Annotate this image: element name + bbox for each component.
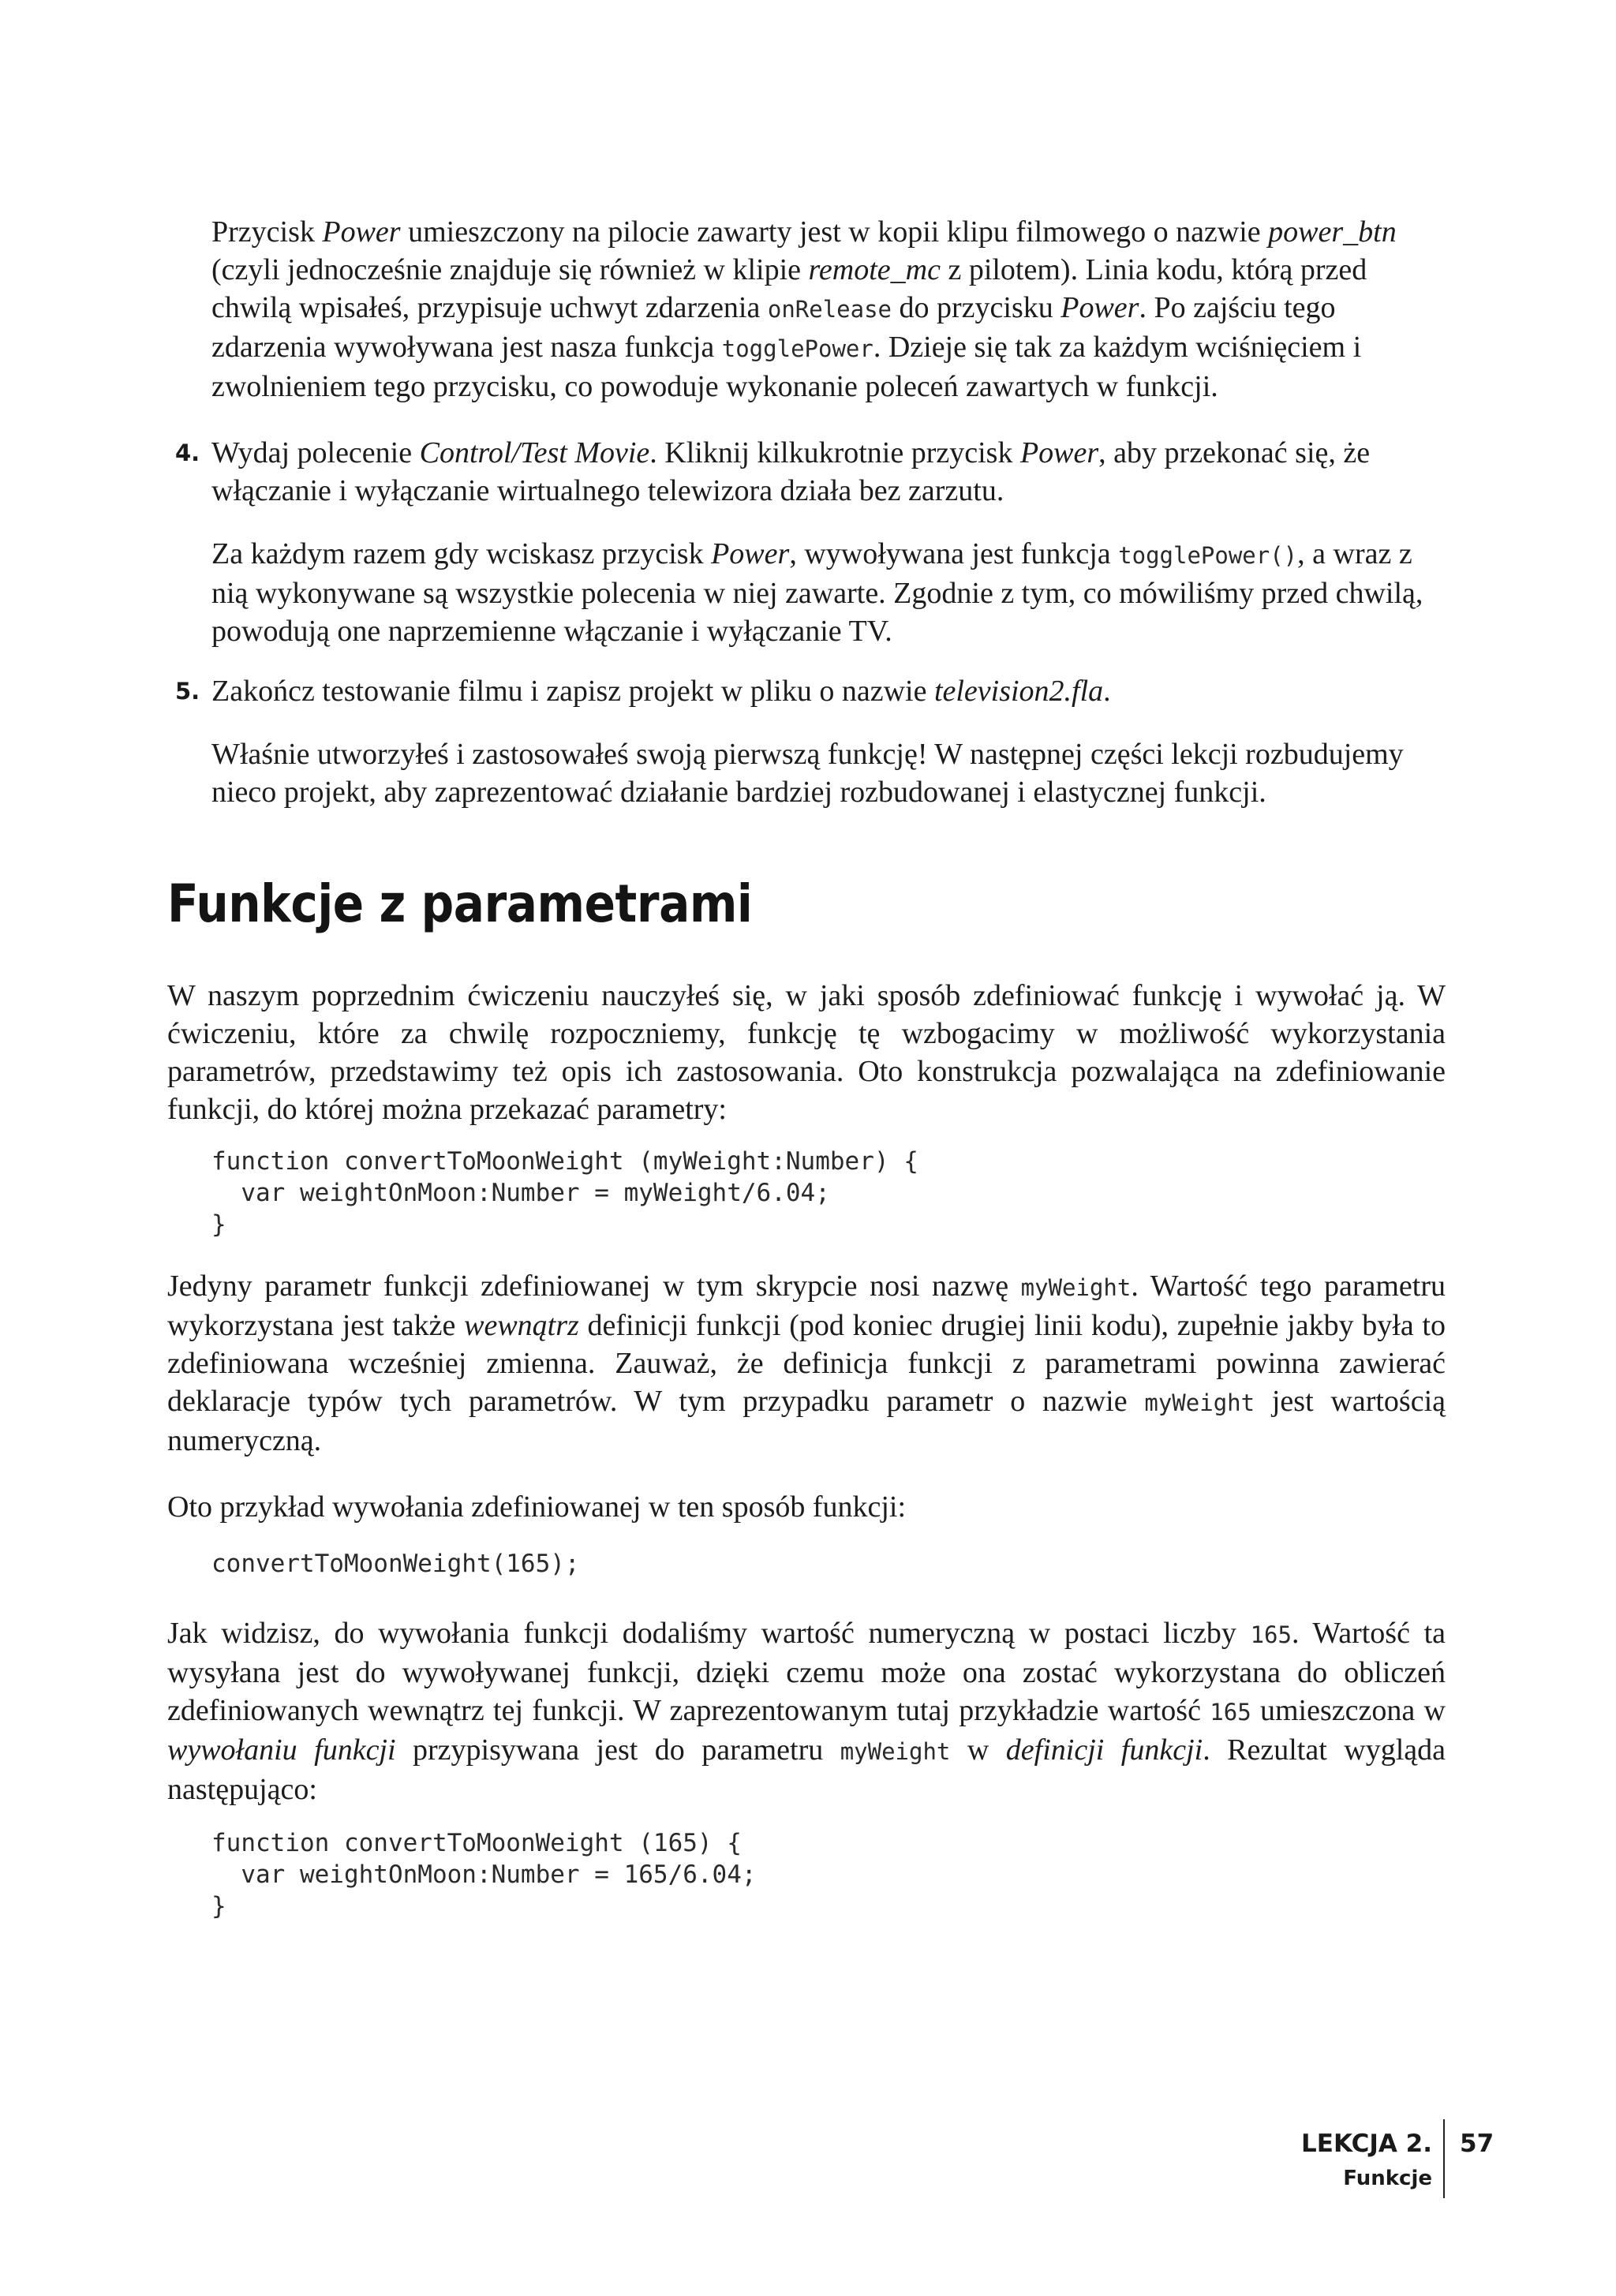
inline-code: 165 [1210,1699,1251,1726]
step-number-4: 4. [175,439,200,466]
page-number: 57 [1460,2130,1494,2158]
italic-term: remote_mc [808,253,941,286]
text-run: Wydaj polecenie [211,436,420,469]
text-run: z pilotem). Linia kodu, którą przed chwilą wpisałeś, przypisuje uchwyt zdarzenia [211,253,1367,324]
paragraph-power-button [211,213,1427,406]
footer-divider [1443,2119,1445,2198]
text-run: definicji funkcji (pod koniec drugiej linii kodu), zupełnie jakby była to zdefiniowana wcześniej zmienna. Zauważ, że definicja funkcji z parametrami powinna zawierać deklaracje typów tych parametrów. W tym przypadku parametr o nazwie [167,1309,1446,1418]
text-run: . Po zajściu tego zdarzenia wywoływana jest nasza funkcja [211,291,1336,364]
text-run: (czyli jednocześnie znajduje się również w klipie [211,253,809,286]
paragraph-call-example: Oto przykład wywołania zdefiniowanej w ten sposób funkcji: [167,1490,907,1524]
paragraph-myweight [167,1267,1446,1460]
inline-code: togglePower [721,335,873,362]
text-run: Za każdym razem gdy wciskasz przycisk [211,537,712,570]
step-4-text [211,434,1427,510]
text-run: . Wartość ta wysyłana jest do wywoływanej funkcji, dzięki czemu może ona zostać wykorzystana do obliczeń zdefiniowanych wewnątrz tej funkcji. W zaprezentowanym tutaj przykładzie wartość [167,1617,1446,1727]
text-run: jest wartością numeryczną. [167,1385,1446,1457]
text-run: , a wraz z nią wykonywane są wszystkie polecenia w niej zawarte. Zgodnie z tym, co mówiliśmy przed chwilą, powodują one naprzemienne włączanie i wyłączanie TV. [211,537,1423,648]
text-run: . [1103,675,1111,708]
code-listing-definition: function convertToMoonWeight (myWeight:Number) { var weightOnMoon:Number = myWeight/6.04; } [211,1147,918,1239]
italic-term: definicji funkcji [1005,1733,1203,1767]
italic-term: wewnątrz [464,1309,579,1342]
text-run: . Rezultat wygląda następująco: [167,1733,1446,1806]
lesson-topic: Funkcje [1343,2167,1432,2190]
inline-code: myWeight [840,1738,951,1765]
text-run: przypisywana jest do parametru [395,1733,840,1767]
paragraph-value-165 [167,1614,1446,1808]
text-run: w [950,1733,1006,1767]
code-listing-call: convertToMoonWeight(165); [211,1550,580,1578]
paragraph-first-function: Właśnie utworzyłeś i zastosowałeś swoją pierwszą funkcję! W następnej części lekcji rozbudujemy nieco projekt, aby zaprezentować działanie bardziej rozbudowanej i elastycznej funkcji. [211,738,1404,809]
running-footer-lesson [1301,2129,1432,2193]
italic-term: Power [322,215,401,249]
text-run: umieszczony na pilocie zawarty jest w kopii klipu filmowego o nazwie [400,215,1269,249]
italic-term: Power [711,537,790,570]
text-run: . Kliknij kilkukrotnie przycisk [649,436,1020,469]
italic-term: power_btn [1268,215,1397,249]
step-5-text [211,672,1427,710]
inline-code: togglePower() [1118,542,1298,569]
paragraph-parameters-intro: W naszym poprzednim ćwiczeniu nauczyłeś się, w jaki sposób zdefiniować funkcję i wywołać ją. W ćwiczeniu, które za chwilę rozpoczniemy, funkcję tę wzbogacimy w możliwość wykorzystania parametrów, przedstawimy też opis ich zastosowania. Oto konstrukcja pozwalająca na zdefiniowanie funkcji, do której można przekazać parametry: [167,979,1446,1126]
text-run: Zakończ testowanie filmu i zapisz projekt w pliku o nazwie [211,675,934,708]
text-run: Przycisk [211,215,323,249]
section-heading: Funkcje z parametrami [167,873,753,934]
italic-term: television2.fla [933,675,1104,708]
inline-code: myWeight [1144,1389,1255,1416]
italic-term: Power [1019,436,1099,469]
text-run: , wywoływana jest funkcja [789,537,1119,570]
inline-code: 165 [1250,1621,1292,1648]
inline-code: onRelease [767,296,892,323]
italic-term: Power [1060,291,1139,324]
italic-term: wywołaniu funkcji [167,1733,396,1767]
lesson-label: LEKCJA 2. [1301,2130,1432,2158]
step-number-5: 5. [175,678,200,705]
text-run: Jak widzisz, do wywołania funkcji dodaliśmy wartość numeryczną w postaci liczby [167,1617,1251,1650]
inline-code: myWeight [1020,1274,1132,1301]
text-run: . Wartość tego parametru wykorzystana jest także [167,1270,1446,1342]
text-run: Jedyny parametr funkcji zdefiniowanej w tym skrypcie nosi nazwę [167,1270,1021,1303]
italic-term: Control/Test Movie [419,436,650,469]
text-run: , aby przekonać się, że włączanie i wyłączanie wirtualnego telewizora działa bez zarzutu. [211,436,1371,507]
text-run: do przycisku [892,291,1061,324]
code-listing-result: function convertToMoonWeight (165) { var weightOnMoon:Number = 165/6.04; } [211,1829,757,1920]
paragraph-toggle-power [211,535,1427,650]
text-run: umieszczona w [1251,1694,1446,1727]
text-run: . Dzieje się tak za każdym wciśnięciem i zwolnieniem tego przycisku, co powoduje wykonanie poleceń zawartych w funkcji. [211,331,1362,403]
